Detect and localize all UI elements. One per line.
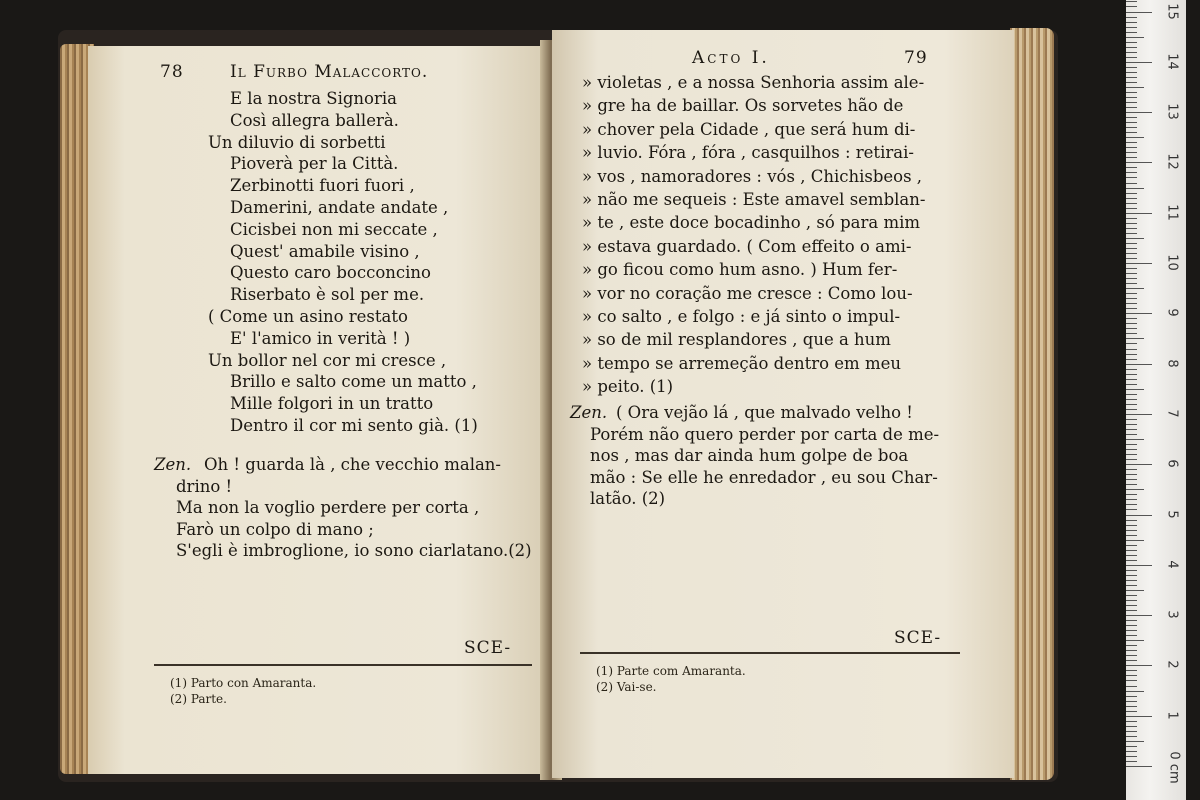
zen-line: drino !: [176, 476, 233, 496]
ruler-tick: [1126, 328, 1137, 329]
prose-line: » co salto , e folgo : e já sinto o impul-: [582, 307, 901, 326]
ruler-tick: [1126, 218, 1137, 219]
ruler-tick: [1126, 152, 1137, 153]
ruler-tick: [1126, 499, 1137, 500]
ruler-number: 6: [1164, 459, 1180, 468]
verse-line: Un diluvio di sorbetti: [208, 132, 386, 152]
ruler-tick: [1126, 228, 1137, 229]
right-zen-speaker: Zen.: [570, 403, 608, 422]
ruler-tick: [1126, 701, 1137, 702]
ruler-tick: [1126, 479, 1137, 480]
ruler-tick: [1126, 489, 1144, 490]
ruler-tick: [1126, 575, 1137, 576]
ruler-tick: [1126, 338, 1144, 339]
ruler-tick: [1126, 137, 1144, 138]
right-page: [552, 30, 1014, 778]
ruler-tick: [1126, 580, 1137, 581]
ruler-tick: [1126, 645, 1137, 646]
ruler-tick: [1126, 208, 1137, 209]
prose-line: » estava guardado. ( Com effeito o ami-: [582, 236, 912, 256]
ruler-number: 1: [1164, 711, 1180, 720]
ruler-tick: [1126, 333, 1137, 334]
ruler-tick: [1126, 464, 1152, 465]
ruler-tick: [1126, 177, 1137, 178]
ruler-tick: [1126, 107, 1137, 108]
ruler-tick: [1126, 72, 1137, 73]
prose-line: » violetas , e a nossa Senhoria assim ale-: [582, 73, 925, 92]
ruler-tick: [1126, 404, 1137, 405]
ruler-tick: [1126, 213, 1152, 214]
ruler-tick: [1126, 27, 1137, 28]
ruler-tick: [1126, 223, 1137, 224]
ruler-tick: [1126, 183, 1137, 184]
ruler-tick: [1126, 444, 1137, 445]
ruler-tick: [1126, 459, 1137, 460]
ruler-tick: [1126, 258, 1137, 259]
prose-line: » go ficou como hum asno. ) Hum fer-: [582, 260, 898, 280]
zen-line: ( Ora vejão lá , que malvado velho !: [616, 403, 913, 422]
ruler-tick: [1126, 248, 1137, 249]
ruler-tick: [1126, 484, 1137, 485]
ruler-tick: [1126, 525, 1137, 526]
ruler-tick: [1126, 52, 1137, 53]
ruler-tick: [1126, 756, 1137, 757]
ruler-number: 14: [1164, 53, 1180, 70]
ruler-tick: [1126, 741, 1144, 742]
ruler-tick: [1126, 359, 1137, 360]
ruler-tick: [1126, 238, 1144, 239]
left-footnote-1: (1) Parto con Amaranta.: [170, 676, 317, 690]
page-edges-right: [1010, 28, 1054, 780]
ruler-tick: [1126, 379, 1137, 380]
ruler-number: 4: [1164, 560, 1180, 569]
ruler-tick: [1126, 409, 1137, 410]
ruler-tick: [1126, 349, 1137, 350]
ruler-tick: [1126, 434, 1137, 435]
ruler-tick: [1126, 686, 1137, 687]
ruler-tick: [1126, 142, 1137, 143]
ruler-tick: [1126, 298, 1137, 299]
ruler-tick: [1126, 550, 1137, 551]
ruler-tick: [1126, 515, 1152, 516]
ruler-tick: [1126, 283, 1137, 284]
left-catchword: SCE-: [464, 638, 512, 658]
left-page-number: 78: [160, 62, 184, 82]
ruler-tick: [1126, 127, 1137, 128]
ruler-tick: [1126, 147, 1137, 148]
ruler-tick: [1126, 595, 1137, 596]
ruler-tick: [1126, 635, 1137, 636]
ruler-tick: [1126, 42, 1137, 43]
ruler-tick: [1126, 193, 1137, 194]
ruler-tick: [1126, 369, 1137, 370]
prose-line: » gre ha de baillar. Os sorvetes hão de: [582, 96, 904, 116]
ruler-tick: [1126, 399, 1137, 400]
ruler-tick: [1126, 670, 1137, 671]
ruler-tick: [1126, 691, 1144, 692]
ruler-tick: [1126, 112, 1152, 113]
ruler-tick: [1126, 203, 1137, 204]
ruler-tick: [1126, 303, 1137, 304]
ruler-tick: [1126, 273, 1137, 274]
verse-line: Questo caro bocconcino: [230, 263, 431, 283]
verse-line: Dentro il cor mi sento già. (1): [230, 416, 478, 435]
verse-line: E' l'amico in verità ! ): [230, 328, 411, 348]
ruler-tick: [1126, 293, 1137, 294]
ruler-tick: [1126, 585, 1137, 586]
ruler-tick: [1126, 660, 1137, 661]
ruler-tick: [1126, 766, 1152, 767]
ruler-tick: [1126, 615, 1152, 616]
ruler-tick: [1126, 640, 1144, 641]
ruler-tick: [1126, 424, 1137, 425]
ruler-number: 11: [1164, 203, 1180, 221]
ruler-tick: [1126, 77, 1137, 78]
zen-line: S'egli è imbroglione, io sono ciarlatano.(2): [176, 541, 532, 561]
ruler-tick: [1126, 233, 1137, 234]
prose-line: » luvio. Fóra , fóra , casquilhos : retirai-: [582, 143, 914, 163]
ruler-tick: [1126, 278, 1137, 279]
ruler-tick: [1126, 263, 1152, 264]
ruler-tick: [1126, 650, 1137, 651]
ruler-unit-label: 0 cm: [1166, 751, 1182, 784]
verse-line: Brillo e salto come un matto ,: [230, 372, 477, 392]
prose-line: » vos , namoradores : vós , Chichisbeos ,: [582, 166, 923, 186]
left-footnote-rule: [154, 664, 532, 666]
verse-line: ( Come un asino restato: [208, 307, 408, 326]
ruler-tick: [1126, 751, 1137, 752]
ruler-tick: [1126, 474, 1137, 475]
left-footnote-2: (2) Parte.: [170, 692, 227, 706]
ruler-tick: [1126, 354, 1137, 355]
ruler-tick: [1126, 665, 1152, 666]
ruler-tick: [1126, 12, 1152, 13]
ruler-tick: [1126, 82, 1137, 83]
ruler-number: 10: [1164, 254, 1180, 271]
ruler-tick: [1126, 620, 1137, 621]
ruler-tick: [1126, 560, 1137, 561]
verse-line: Quest' amabile visino ,: [230, 241, 420, 261]
ruler-tick: [1126, 504, 1137, 505]
ruler-tick: [1126, 655, 1137, 656]
ruler-tick: [1126, 625, 1137, 626]
ruler-number: 13: [1164, 103, 1180, 120]
ruler-tick: [1126, 520, 1137, 521]
ruler-tick: [1126, 540, 1144, 541]
ruler-tick: [1126, 47, 1137, 48]
ruler-tick: [1126, 706, 1137, 707]
prose-line: » não me sequeis : Este amavel semblan-: [582, 190, 926, 209]
ruler-tick: [1126, 414, 1152, 415]
ruler-tick: [1126, 343, 1137, 344]
ruler-tick: [1126, 364, 1152, 365]
ruler-tick: [1126, 600, 1137, 601]
ruler-tick: [1126, 731, 1137, 732]
prose-line: » chover pela Cidade , que será hum di-: [582, 119, 916, 139]
ruler-tick: [1126, 429, 1137, 430]
ruler-tick: [1126, 188, 1144, 189]
ruler-tick: [1126, 721, 1137, 722]
ruler-number: 15: [1164, 2, 1180, 20]
ruler-tick: [1126, 565, 1152, 566]
ruler-number: 7: [1164, 409, 1180, 418]
ruler-tick: [1126, 746, 1137, 747]
ruler-tick: [1126, 6, 1137, 7]
prose-line: » tempo se arremeção dentro em meu: [582, 353, 901, 373]
ruler-tick: [1126, 62, 1152, 63]
ruler-tick: [1126, 454, 1137, 455]
ruler-tick: [1126, 610, 1137, 611]
right-running-head: Acto I.: [692, 48, 770, 68]
ruler-tick: [1126, 736, 1137, 737]
zen-line: latão. (2): [590, 489, 666, 509]
zen-line: Oh ! guarda là , che vecchio malan-: [204, 455, 502, 474]
verse-line: Un bollor nel cor mi cresce ,: [208, 350, 447, 370]
ruler-tick: [1126, 157, 1137, 158]
right-footnote-rule: [580, 652, 960, 654]
right-footnote-1: (1) Parte com Amaranta.: [596, 664, 746, 678]
ruler-tick: [1126, 711, 1137, 712]
ruler-tick: [1126, 696, 1137, 697]
ruler-tick: [1126, 167, 1137, 168]
zen-line: mão : Se elle he enredador , eu sou Char-: [590, 467, 938, 487]
left-running-head: Il Furbo Malaccorto.: [230, 62, 429, 82]
ruler-tick: [1126, 172, 1137, 173]
ruler-tick: [1126, 132, 1137, 133]
verse-line: Damerini, andate andate ,: [230, 198, 449, 217]
ruler-tick: [1126, 97, 1137, 98]
ruler-tick: [1126, 37, 1144, 38]
ruler-tick: [1126, 92, 1137, 93]
ruler-tick: [1126, 117, 1137, 118]
ruler-tick: [1126, 22, 1137, 23]
ruler-tick: [1126, 555, 1137, 556]
verse-line: E la nostra Signoria: [230, 89, 397, 108]
ruler-tick: [1126, 570, 1137, 571]
ruler-tick: [1126, 374, 1137, 375]
zen-line: Porém não quero perder por carta de me-: [590, 424, 940, 444]
zen-line: Ma non la voglio perdere per corta ,: [176, 498, 480, 518]
ruler-tick: [1126, 308, 1137, 309]
ruler-tick: [1126, 122, 1137, 123]
ruler-tick: [1126, 389, 1144, 390]
ruler-tick: [1126, 630, 1137, 631]
ruler-tick: [1126, 57, 1137, 58]
ruler-number: 9: [1164, 308, 1180, 317]
ruler-tick: [1126, 680, 1137, 681]
ruler-tick: [1126, 675, 1137, 676]
ruler-tick: [1126, 716, 1152, 717]
verse-line: Mille folgori in un tratto: [230, 394, 434, 414]
ruler-number: 12: [1164, 153, 1180, 171]
ruler-tick: [1126, 590, 1144, 591]
verse-line: Riserbato è sol per me.: [230, 285, 425, 305]
right-footnote-2: (2) Vai-se.: [596, 680, 657, 694]
verse-line: Zerbinotti fuori fuori ,: [230, 176, 415, 196]
ruler-number: 5: [1164, 509, 1180, 519]
prose-line: » peito. (1): [582, 377, 674, 397]
ruler-tick: [1126, 509, 1137, 510]
ruler-tick: [1126, 1, 1137, 2]
ruler-tick: [1126, 469, 1137, 470]
ruler-tick: [1126, 32, 1137, 33]
ruler-tick: [1126, 17, 1137, 18]
ruler-tick: [1126, 162, 1152, 163]
ruler-tick: [1126, 384, 1137, 385]
right-catchword: SCE-: [894, 628, 942, 648]
ruler-tick: [1126, 288, 1144, 289]
ruler-tick: [1126, 323, 1137, 324]
ruler-tick: [1126, 318, 1137, 319]
zen-line: Farò un colpo di mano ;: [176, 519, 374, 539]
ruler-tick: [1126, 198, 1137, 199]
right-page-number: 79: [904, 48, 928, 68]
ruler-tick: [1126, 102, 1137, 103]
ruler-tick: [1126, 253, 1137, 254]
verse-line: Pioverà per la Città.: [230, 154, 399, 174]
prose-line: » te , este doce bocadinho , só para mim: [582, 213, 921, 233]
prose-line: » so de mil resplandores , que a hum: [582, 330, 891, 350]
ruler-tick: [1126, 605, 1137, 606]
ruler-tick: [1126, 545, 1137, 546]
ruler-tick: [1126, 87, 1144, 88]
ruler-tick: [1126, 394, 1137, 395]
ruler-tick: [1126, 313, 1152, 314]
ruler-tick: [1126, 419, 1137, 420]
left-page: [88, 46, 548, 774]
ruler-tick: [1126, 494, 1137, 495]
ruler-tick: [1126, 449, 1137, 450]
prose-line: » vor no coração me cresce : Como lou-: [582, 283, 913, 303]
ruler-tick: [1126, 761, 1137, 762]
zen-line: nos , mas dar ainda hum golpe de boa: [590, 446, 909, 466]
ruler-tick: [1126, 726, 1137, 727]
ruler-number: 8: [1164, 358, 1180, 368]
ruler-tick: [1126, 243, 1137, 244]
verse-line: Così allegra ballerà.: [230, 110, 399, 130]
ruler-tick: [1126, 530, 1137, 531]
verse-line: Cicisbei non mi seccate ,: [230, 219, 438, 239]
left-zen-speaker: Zen.: [154, 455, 192, 474]
ruler-tick: [1126, 535, 1137, 536]
ruler-tick: [1126, 268, 1137, 269]
ruler-number: 2: [1164, 660, 1180, 670]
ruler-number: 3: [1164, 610, 1180, 619]
ruler-tick: [1126, 67, 1137, 68]
ruler-tick: [1126, 439, 1144, 440]
measuring-ruler: [1126, 0, 1186, 800]
